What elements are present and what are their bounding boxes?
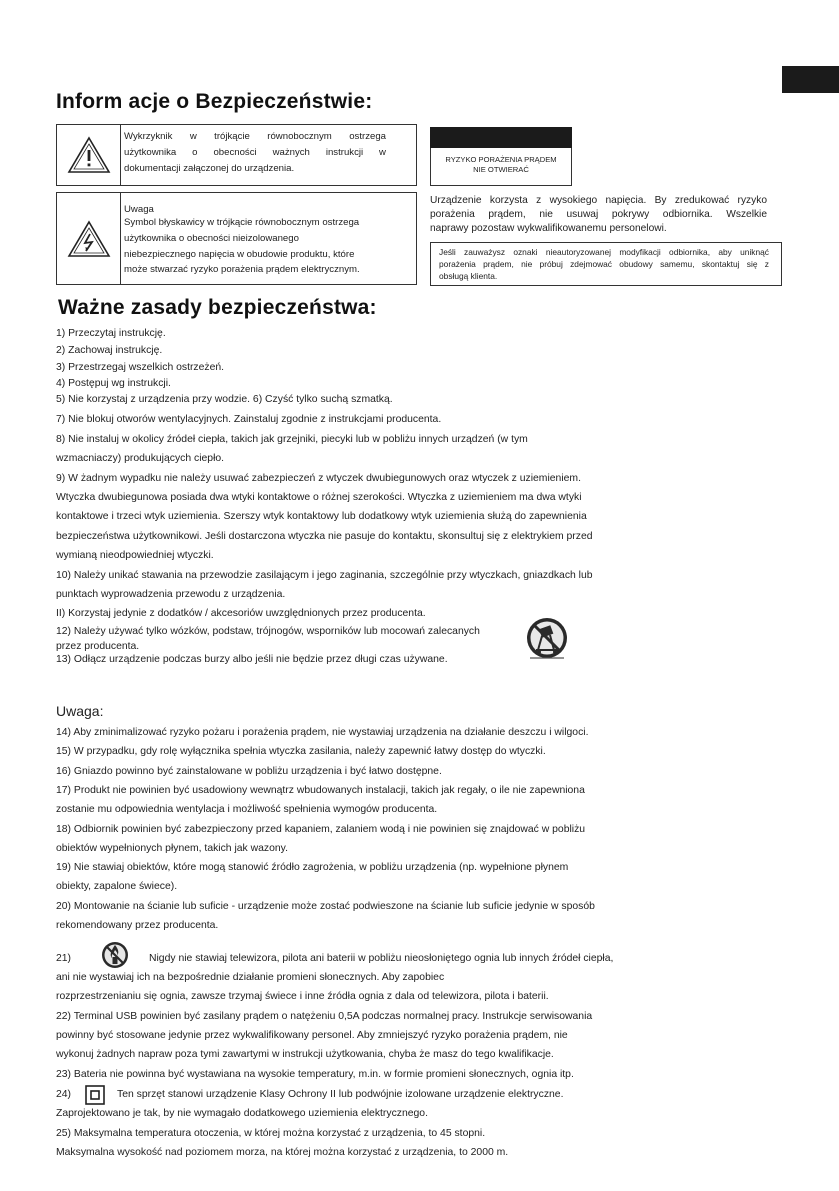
tamper-line-2: porażenia prądem, nie próbuj zdejmować obudowy samemu, skontaktuj się z [439, 259, 769, 269]
caution-line: 23) Bateria nie powinna być wystawiana na wysokie temperatury, m.in. w formie promieni słonecznych, ognia itp. [56, 1069, 574, 1080]
safety-info-title: Inform acje o Bezpieczeństwie: [56, 90, 373, 113]
exclamation-line-1: Wykrzyknik w trójkącie równobocznym ostrzega [124, 131, 386, 142]
caution-line: Zaprojektowano je tak, by nie wymagało dodatkowego uziemienia elektrycznego. [56, 1108, 428, 1119]
caution-line: obiekty, zapalone świece). [56, 881, 178, 892]
rule-line: 2) Zachowaj instrukcję. [56, 345, 163, 356]
rule-line: 12) Należy używać tylko wózków, podstaw, trójnogów, wsporników lub mocowań zalecanych [56, 626, 480, 637]
rule-line: 3) Przestrzegaj wszelkich ostrzeżeń. [56, 362, 225, 373]
shock-label-header [430, 127, 572, 148]
caution-line: 14) Aby zminimalizować ryzyko pożaru i porażenia prądem, nie wystawiaj urządzenia na działanie deszczu i wilgoci. [56, 727, 589, 738]
item-21-text: Nigdy nie stawiaj telewizora, pilota ani baterii w pobliżu nieosłoniętego ognia lub innych źródeł ciepła, [149, 953, 614, 964]
caution-line: obiektów wypełnionych płynem, takich jak wazony. [56, 843, 288, 854]
caution-line: 20) Montowanie na ścianie lub suficie - urządzenie może zostać podwieszone na ścianie lub suficie jedynie w sposób [56, 901, 595, 912]
item-24-number: 24) [56, 1089, 72, 1100]
tamper-line-1: Jeśli zauważysz oznaki nieautoryzowanej modyfikacji odbiornika, aby uniknąć [439, 247, 769, 257]
voltage-line-2: porażenia prądem, nie usuwaj pokrywy odbiornika. Wszelkie [430, 209, 767, 220]
lightning-line-5: może stwarzać ryzyko porażenia prądem elektrycznym. [124, 264, 360, 275]
rule-line: 8) Nie instaluj w okolicy źródeł ciepła, takich jak grzejniki, piecyki lub w pobliżu innych urządzeń (w tym [56, 434, 528, 445]
caution-line: 16) Gniazdo powinno być zainstalowane w pobliżu urządzenia i być łatwo dostępne. [56, 766, 442, 777]
item-21-number: 21) [56, 953, 72, 964]
lightning-line-1: Uwaga [124, 204, 154, 215]
rule-line: II) Korzystaj jedynie z dodatków / akcesoriów uwzględnionych przez producenta. [56, 608, 426, 619]
rule-line: 4) Postępuj wg instrukcji. [56, 378, 171, 389]
tamper-line-3: obsługą klienta. [439, 271, 498, 281]
rule-line: przez producenta. [56, 641, 140, 652]
caution-line: wykonuj żadnych napraw poza tymi zawartymi w instrukcji użytkowania, chyba że masz do tego kwalifikacje. [56, 1049, 554, 1060]
caution-line: rekomendowany przez producenta. [56, 920, 219, 931]
lightning-warning-box [56, 192, 417, 285]
caution-line: 25) Maksymalna temperatura otoczenia, w której można korzystać z urządzenia, to 45 stopni. [56, 1128, 486, 1139]
shock-warning-label [430, 148, 572, 186]
exclamation-warning-box [56, 124, 417, 186]
exclamation-line-3: dokumentacji załączonej do urządzenia. [124, 163, 295, 174]
rule-line: wymianą nieodpowiedniej wtyczki. [56, 550, 214, 561]
caution-line: 18) Odbiornik powinien być zabezpieczony przed kapaniem, zalaniem wodą i nie powinien się znajdować w pobliżu [56, 824, 586, 835]
caution-line: 22) Terminal USB powinien być zasilany prądem o natężeniu 0,5A podczas normalnej pracy. Instrukcje serwisowania [56, 1011, 593, 1022]
lightning-line-4: niebezpiecznego napięcia w obudowie produktu, które [124, 249, 355, 260]
lightning-line-2: Symbol błyskawicy w trójkącie równobocznym ostrzega [124, 217, 360, 228]
lightning-line-3: użytkownika o obecności nieizolowanego [124, 233, 299, 244]
caution-title: Uwaga: [56, 703, 104, 719]
caution-line: 17) Produkt nie powinien być usadowiony wewnątrz wbudowanych instalacji, takich jak regały, o ile nie zapewniona [56, 785, 585, 796]
rule-line: punktach wyprowadzenia przewodu z urządzenia. [56, 589, 286, 600]
rule-line: kontaktowe i trzeci wtyk uziemienia. Szerszy wtyk kontaktowy lub dodatkowy wtyk uziemienia służą do zapewnienia [56, 511, 587, 522]
voltage-line-1: Urządzenie korzysta z wysokiego napięcia. By zredukować ryzyko [430, 195, 767, 206]
rule-line: wzmacniaczy) produkujących ciepło. [56, 453, 225, 464]
rule-line: Wtyczka dwubiegunowa posiada dwa wtyki kontaktowe o różnej szerokości. Wtyczka z uziemieniem ma dwa wtyki [56, 492, 582, 503]
rule-line: bezpieczeństwa użytkownikowi. Jeśli dostarczona wtyczka nie pasuje do kontaktu, skonsultuj się z elektrykiem przed [56, 531, 593, 542]
rule-line: 10) Należy unikać stawania na przewodzie zasilającym i jego zaginania, szczególnie przy wtyczkach, gniazdkach lub [56, 570, 593, 581]
page-tab-marker [782, 66, 839, 93]
rules-title: Ważne zasady bezpieczeństwa: [58, 296, 377, 319]
shock-label-line-2: NIE OTWIERAĆ [473, 165, 529, 174]
class-ii-double-square-icon [85, 1085, 105, 1105]
lightning-triangle-icon [67, 220, 111, 258]
caution-line: zostanie mu odpowiednia wentylacja i możliwość spełnienia wymogów producenta. [56, 804, 438, 815]
exclamation-triangle-icon [67, 136, 111, 174]
caution-line: powinny być stosowane jedynie przez wykwalifikowany personel. Aby zmniejszyć ryzyko porażenia prądem, nie [56, 1030, 568, 1041]
caution-line: rozprzestrzenianiu się ognia, zawsze trzymaj świece i inne źródła ognia z dala od telewizora, pilota i baterii. [56, 991, 549, 1002]
rule-line: 5) Nie korzystaj z urządzenia przy wodzie. 6) Czyść tylko suchą szmatką. [56, 394, 393, 405]
caution-line: Maksymalna wysokość nad poziomem morza, na której można korzystać z urządzenia, to 2000 m. [56, 1147, 509, 1158]
shock-label-line-1: RYZYKO PORAŻENIA PRĄDEM [445, 155, 557, 164]
rule-line: 13) Odłącz urządzenie podczas burzy albo jeśli nie będzie przez długi czas używane. [56, 654, 448, 665]
exclamation-line-2: użytkownika o obecności ważnych instrukcji w [124, 147, 386, 158]
no-open-flame-icon [100, 939, 130, 973]
caution-line: ani nie wystawiaj ich na bezpośrednie działanie promieni słonecznych. Aby zapobiec [56, 972, 445, 983]
rule-line: 1) Przeczytaj instrukcję. [56, 328, 166, 339]
no-cart-icon [524, 614, 570, 666]
rule-line: 9) W żadnym wypadku nie należy usuwać zabezpieczeń z wtyczek dwubiegunowych oraz wtyczek z uziemieniem. [56, 473, 581, 484]
rule-line: 7) Nie blokuj otworów wentylacyjnych. Zainstaluj zgodnie z instrukcjami producenta. [56, 414, 442, 425]
voltage-line-3: naprawy pozostaw wykwalifikowanemu personelowi. [430, 223, 667, 234]
tamper-warning-box [430, 242, 782, 286]
caution-line: 15) W przypadku, gdy rolę wyłącznika spełnia wtyczka zasilania, należy zapewnić łatwy dostęp do wtyczki. [56, 746, 546, 757]
caution-line: 19) Nie stawiaj obiektów, które mogą stanowić źródło zagrożenia, w pobliżu urządzenia (np. wypełnione płynem [56, 862, 569, 873]
item-24-text: Ten sprzęt stanowi urządzenie Klasy Ochrony II lub podwójnie izolowane urządzenie elektryczne. [117, 1089, 564, 1100]
